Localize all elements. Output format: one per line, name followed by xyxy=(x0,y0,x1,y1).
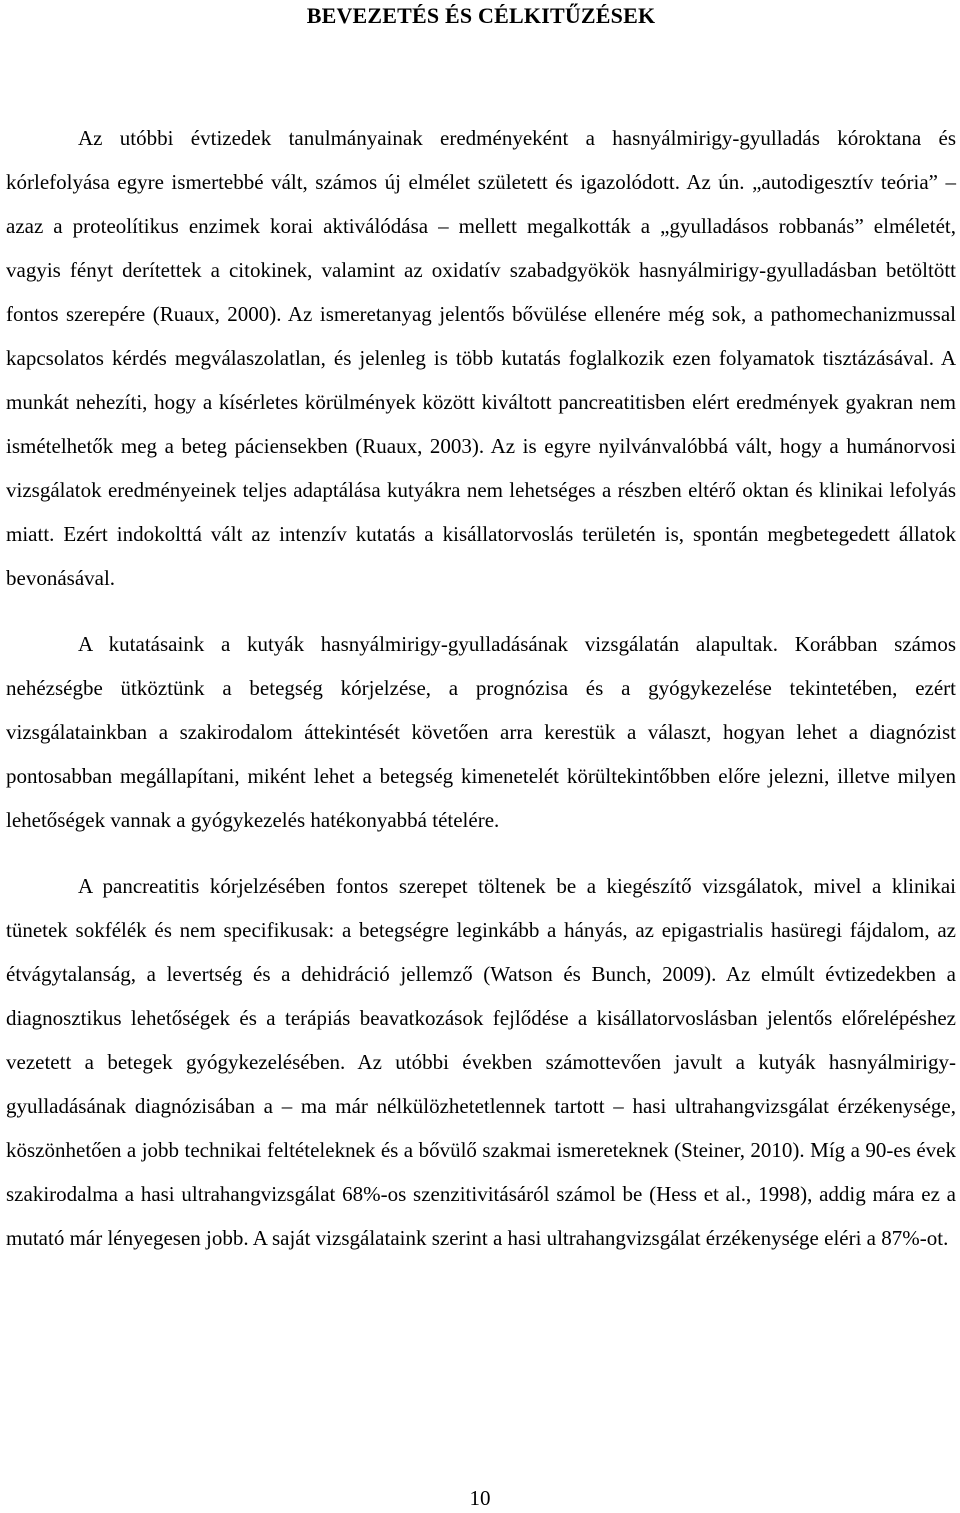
paragraph-1: Az utóbbi évtizedek tanulmányainak eredményeként a hasnyálmirigy-gyulladás kóroktana és kórlefolyása egyre ismertebbé vált, számos új elmélet született és igazolódott. Az ún. „autodigesztív teória” – azaz a proteolítikus enzimek korai aktiválódása – mellett megalkották a „gyulladásos robbanás” elméletét, vagyis fényt derítettek a citokinek, valamint az oxidatív szabadgyökök hasnyálmirigy-gyulladásban betöltött fontos szerepére (Ruaux, 2000). Az ismeretanyag jelentős bővülése ellenére még sok, a pathomechanizmussal kapcsolatos kérdés megválaszolatlan, és jelenleg is több kutatás foglalkozik ezen folyamatok tisztázásával. A munkát nehezíti, hogy a kísérletes körülmények között kiváltott pancreatitisben elért eredmények gyakran nem ismételhetők meg a beteg páciensekben (Ruaux, 2003). Az is egyre nyilvánvalóbbá vált, hogy a humánorvosi vizsgálatok eredményeinek teljes adaptálása kutyákra nem lehetséges a részben eltérő oktan és klinikai lefolyás miatt. Ezért indokolttá vált az intenzív kutatás a kisállatorvoslás területén is, spontán megbetegedett állatok bevonásával. xyxy=(6,126,956,590)
page-number: 10 xyxy=(469,1486,491,1510)
paragraph-3: A pancreatitis kórjelzésében fontos szerepet töltenek be a kiegészítő vizsgálatok, mivel a klinikai tünetek sokfélék és nem specifikusak: a betegségre leginkább a hányás, az epigastrialis hasüregi fájdalom, az étvágytalanság, a levertség és a dehidráció jellemző (Watson és Bunch, 2009). Az elmúlt évtizedekben a diagnosztikus lehetőségek és a terápiás beavatkozások fejlődése a kisállatorvoslásban jelentős előrelépéshez vezetett a betegek gyógykezelésében. Az utóbbi években számottevően javult a kutyák hasnyálmirigy-gyulladásának diagnózisában a – ma már nélkülözhetetlennek tartott – hasi ultrahangvizsgálat érzékenysége, köszönhetően a jobb technikai feltételeknek és a bővülő szakmai ismereteknek (Steiner, 2010). Míg a 90-es évek szakirodalma a hasi ultrahangvizsgálat 68%-os szenzitivitásáról számol be (Hess et al., 1998), addig mára ez a mutató már lényegesen jobb. A saját vizsgálataink szerint a hasi ultrahangvizsgálat érzékenysége eléri a 87%-ot. xyxy=(6,874,956,1250)
document-page xyxy=(6,0,956,1260)
page-title: BEVEZETÉS ÉS CÉLKITŰZÉSEK xyxy=(306,3,656,28)
paragraph-2: A kutatásaink a kutyák hasnyálmirigy-gyulladásának vizsgálatán alapultak. Korábban számos nehézségbe ütköztünk a betegség kórjelzése, a prognózisa és a gyógykezelése tekintetében, ezért vizsgálatainkban a szakirodalom áttekintését követően arra kerestük a választ, hogyan lehet a diagnózist pontosabban megállapítani, miként lehet a betegség kimenetelét körültekintőbben előre jelezni, illetve milyen lehetőségek vannak a gyógykezelés hatékonyabbá tételére. xyxy=(6,632,956,832)
